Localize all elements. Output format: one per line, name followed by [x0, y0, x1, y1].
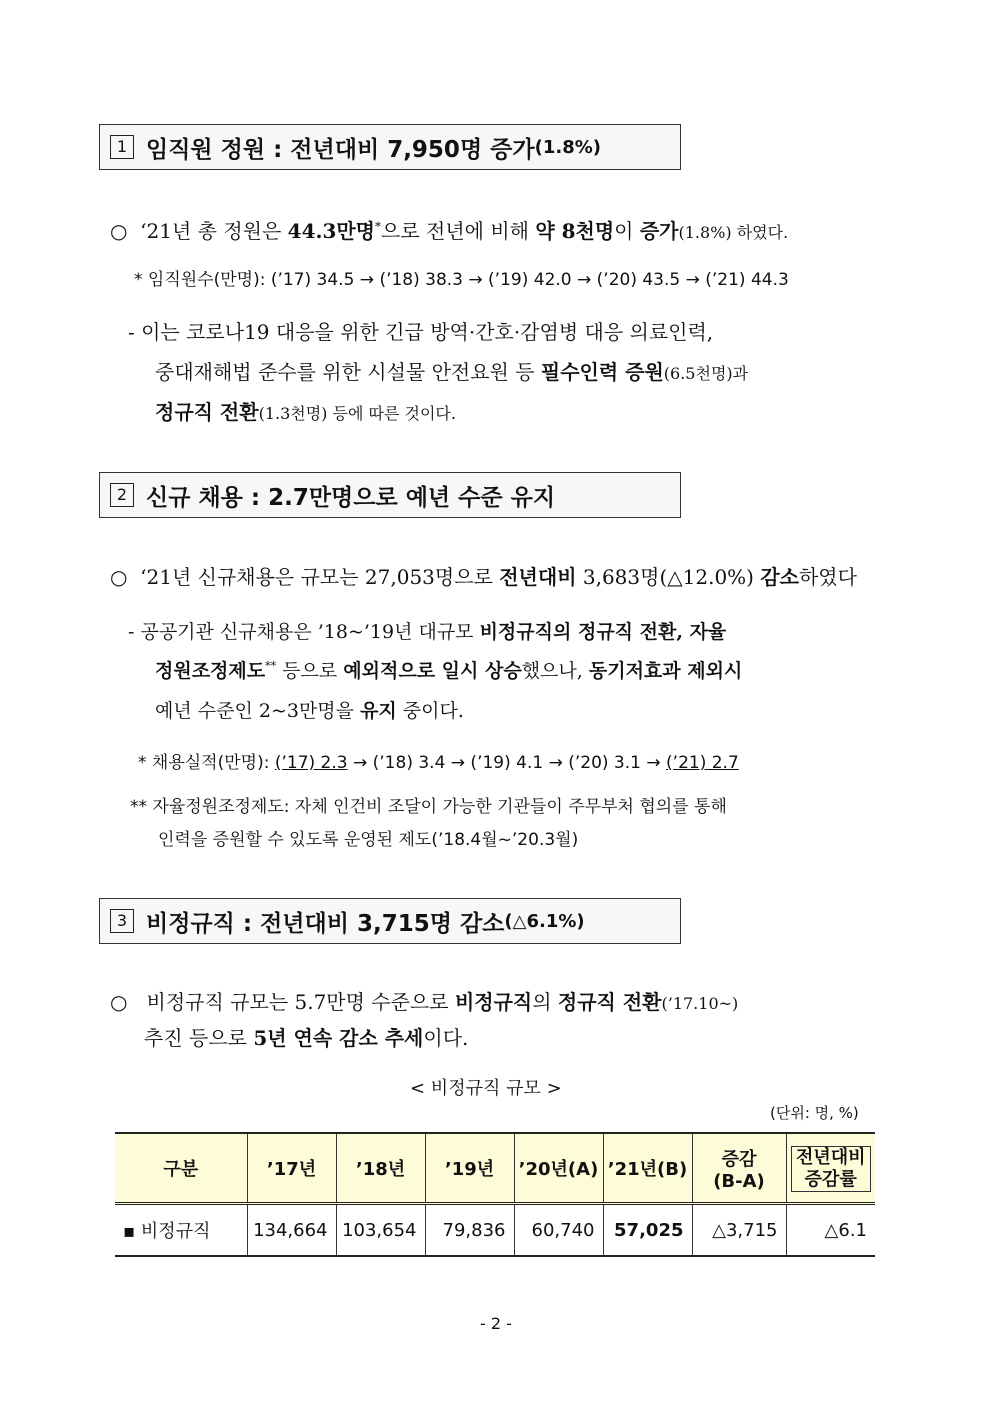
highlight: 약 8천명 — [535, 219, 615, 243]
section-number: 1 — [110, 135, 134, 159]
footnote-mark: ** — [265, 659, 277, 673]
text: (1.3천명) 등에 따른 것이다. — [258, 404, 456, 423]
highlight: 정규직 전환 — [155, 400, 259, 424]
table-caption: < 비정규직 규모 > — [410, 1078, 562, 1099]
section-2-heading — [99, 472, 681, 518]
section-pct: (△6.1%) — [504, 910, 585, 932]
cell: 79,836 — [425, 1204, 514, 1257]
section-pct: (1.8%) — [534, 136, 601, 158]
s1-dash-line2 — [155, 356, 748, 385]
header-text: 증감률 — [804, 1169, 857, 1190]
highlight: 유지 — [360, 700, 397, 722]
text: ‘21년 신규채용은 규모는 27,053명으로 — [140, 565, 500, 589]
text: 3,683명(△12.0%) — [576, 565, 761, 589]
section-title: 신규 채용 : 2.7만명으로 예년 수준 유지 — [146, 484, 556, 511]
cell: 103,654 — [336, 1204, 425, 1257]
s3-bullet-line1 — [110, 986, 738, 1015]
col-header: 구분 — [115, 1133, 247, 1204]
col-header: ’17년 — [247, 1133, 336, 1204]
text: 으로 전년에 비해 — [381, 219, 536, 243]
section-title: 임직원 정원 : 전년대비 7,950명 증가 — [146, 136, 535, 163]
text: - 공공기관 신규채용은 ’18~’19년 대규모 — [128, 621, 480, 643]
bullet: ○ — [110, 565, 128, 589]
s2-note2-line2: 인력을 증원할 수 있도록 운영된 제도(’18.4월~’20.3월) — [158, 830, 579, 850]
s1-bullet — [110, 215, 788, 244]
section-title: 비정규직 : 전년대비 3,715명 감소 — [146, 910, 505, 937]
section-number: 2 — [110, 483, 134, 507]
col-header-diff — [692, 1133, 786, 1204]
header-box — [791, 1146, 871, 1192]
s2-dash-line3 — [155, 696, 464, 723]
table-row — [115, 1204, 875, 1257]
header-text: 전년대비 — [795, 1147, 866, 1168]
header-text: (B-A) — [713, 1170, 765, 1192]
cell: △6.1 — [786, 1204, 875, 1257]
cell: 57,025 — [603, 1204, 692, 1257]
bullet: ○ — [110, 990, 128, 1014]
header-text: 증감 — [721, 1148, 757, 1170]
highlight: 5년 연속 감소 추세 — [253, 1026, 424, 1050]
highlight: 필수인력 증원 — [540, 360, 664, 384]
s2-dash-line1 — [128, 617, 726, 644]
page-number: - 2 - — [480, 1314, 512, 1333]
text: ‘21년 총 정원은 — [140, 219, 288, 243]
col-header: ’18년 — [336, 1133, 425, 1204]
section-1-heading — [99, 124, 681, 170]
text: 등으로 — [276, 660, 344, 682]
s1-note: * 임직원수(만명): (’17) 34.5 → (’18) 38.3 → (’19) 42.0 → (’20) 43.5 → (’21) 44.3 — [134, 270, 789, 290]
footnote-mark: * — [375, 219, 382, 234]
text: (1.8%) 하였다. — [678, 223, 789, 242]
text: (’17.10~) — [661, 994, 739, 1013]
underlined-value: (’17) 2.3 — [274, 753, 348, 773]
highlight: 전년대비 — [499, 565, 577, 589]
s1-dash-line3 — [155, 396, 456, 425]
text: 하였다 — [798, 565, 857, 589]
s2-note2-line1: ** 자율정원조정제도: 자체 인건비 조달이 가능한 기관들이 주무부처 협의를 통해 — [130, 797, 727, 817]
highlight: 정규직 전환 — [557, 990, 662, 1014]
highlight: 비정규직 — [454, 990, 533, 1014]
col-header: ’19년 — [425, 1133, 514, 1204]
highlight: 감소 — [760, 565, 799, 589]
text: 이 — [614, 219, 640, 243]
s1-dash-line1: - 이는 코로나19 대응을 위한 긴급 방역·간호·감염병 대응 의료인력, — [128, 320, 714, 344]
section-3-heading — [99, 898, 681, 944]
table-unit: (단위: 명, %) — [770, 1104, 859, 1122]
highlight: 정원조정제도 — [155, 660, 266, 682]
text: → (’18) 3.4 → (’19) 4.1 → (’20) 3.1 → — [347, 753, 667, 773]
table-header-row — [115, 1133, 875, 1204]
col-header: ’20년(A) — [514, 1133, 603, 1204]
s3-bullet-line2 — [144, 1022, 468, 1051]
highlight: 44.3만명 — [287, 219, 376, 243]
s2-note1 — [138, 748, 739, 773]
text: 예년 수준인 2~3만명을 — [155, 700, 361, 722]
cell: △3,715 — [692, 1204, 786, 1257]
s2-dash-line2 — [155, 656, 742, 683]
text: 했으나, — [521, 660, 589, 682]
s2-bullet — [110, 561, 857, 590]
text: 중이다. — [396, 700, 464, 722]
text: 중대재해법 준수를 위한 시설물 안전요원 등 — [155, 360, 541, 384]
text: 이다. — [423, 1026, 469, 1050]
text: (6.5천명)과 — [663, 364, 749, 383]
highlight: 비정규직의 정규직 전환, 자율 — [479, 621, 727, 643]
irregular-workers-table — [115, 1132, 875, 1257]
row-label: ▪ 비정규직 — [115, 1204, 247, 1257]
highlight: 예외적으로 일시 상승 — [343, 660, 522, 682]
text: 의 — [532, 990, 558, 1014]
col-header: ’21년(B) — [603, 1133, 692, 1204]
section-number: 3 — [110, 909, 134, 933]
cell: 134,664 — [247, 1204, 336, 1257]
highlight: 증가 — [639, 219, 679, 243]
text: * 채용실적(만명): — [138, 753, 275, 773]
text: 비정규직 규모는 5.7만명 수준으로 — [146, 990, 455, 1014]
highlight: 동기저효과 제외시 — [588, 660, 743, 682]
text: 추진 등으로 — [144, 1026, 254, 1050]
col-header-rate — [786, 1133, 875, 1204]
cell: 60,740 — [514, 1204, 603, 1257]
bullet: ○ — [110, 219, 128, 243]
underlined-value: (’21) 2.7 — [666, 753, 739, 773]
